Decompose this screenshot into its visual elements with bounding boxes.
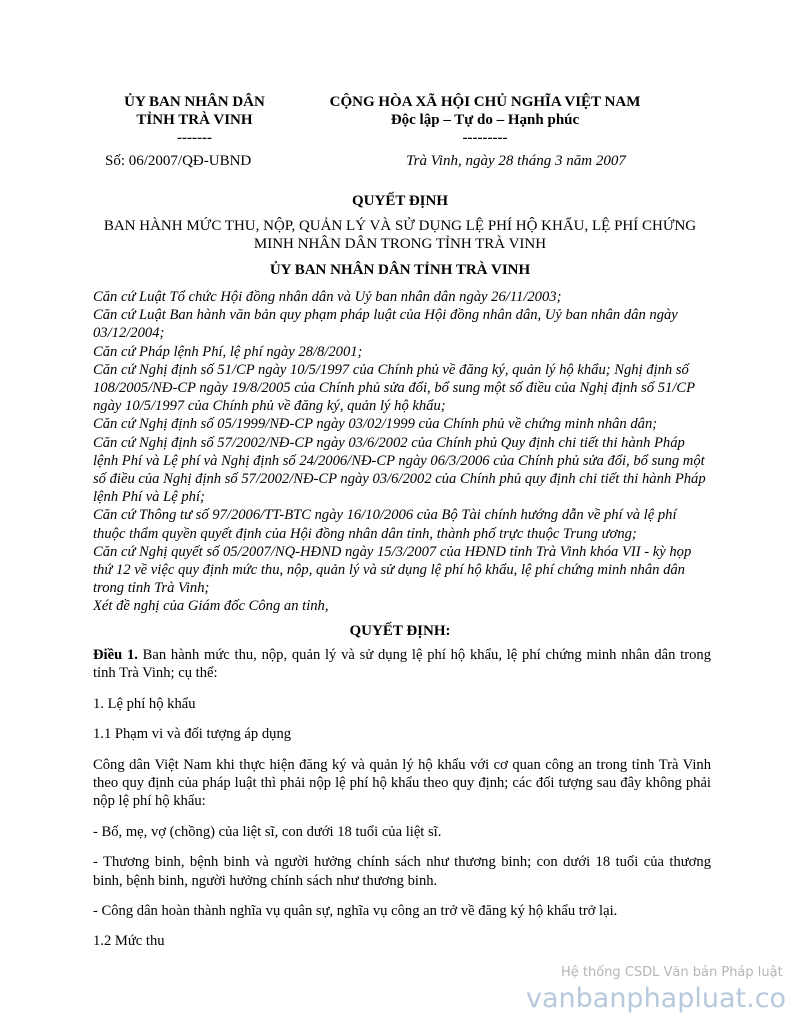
legal-basis-item: Căn cứ Luật Ban hành văn bản quy phạm pháp luật của Hội đồng nhân dân, Uỷ ban nhân dân ngày 03/12/2004; — [93, 307, 678, 342]
legal-basis-item: Căn cứ Luật Tổ chức Hội đồng nhân dân và Uỷ ban nhân dân ngày 26/11/2003; — [93, 289, 562, 305]
watermark-site: vanbanphapluat.co — [526, 983, 787, 1014]
issue-date: Trà Vinh, ngày 28 tháng 3 năm 2007 — [406, 153, 626, 169]
motto-divider: --------- — [462, 130, 508, 146]
document-body — [93, 646, 711, 951]
document-subtitle: BAN HÀNH MỨC THU, NỘP, QUẢN LÝ VÀ SỬ DỤNG LỆ PHÍ HỘ KHẨU, LỆ PHÍ CHỨNG MINH NHÂN DÂN TRONG TỈNH TRÀ VINH — [103, 218, 697, 252]
exemption-item: - Công dân hoàn thành nghĩa vụ quân sự, nghĩa vụ công an trở về đăng ký hộ khẩu trở lại. — [93, 903, 618, 920]
country-name: CỘNG HÒA XÃ HỘI CHỦ NGHĨA VIỆT NAM — [329, 94, 641, 110]
legal-basis-item: Căn cứ Nghị định số 51/CP ngày 10/5/1997 của Chính phủ về đăng ký, quản lý hộ khẩu; Nghị định số 108/2005/NĐ-CP ngày 19/8/2005 của Chính phủ sửa đổi, bổ sung một số điều của Nghị định số 51/CP ngày 10/5/1997 của Chính phủ về đăng ký, quản lý hộ khẩu; — [93, 361, 695, 415]
issuer-divider: ------- — [177, 130, 212, 146]
issuer-line1: ỦY BAN NHÂN DÂN — [124, 94, 265, 110]
section-heading: 1. Lệ phí hộ khẩu — [93, 695, 196, 712]
legal-basis-item: Căn cứ Nghị định số 05/1999/NĐ-CP ngày 03/02/1999 của Chính phủ về chứng minh nhân dân; — [93, 416, 658, 433]
legal-basis-item: Căn cứ Pháp lệnh Phí, lệ phí ngày 28/8/2001; — [93, 343, 363, 360]
legal-bases — [93, 288, 711, 616]
exemption-item: - Thương binh, bệnh binh và người hưởng chính sách như thương binh; con dưới 18 tuổi của thương binh, bệnh binh, người hưởng chính sách như thương binh. — [93, 854, 711, 889]
watermark-caption: Hệ thống CSDL Văn bản Pháp luật — [561, 965, 783, 980]
article-1-text: Ban hành mức thu, nộp, quản lý và sử dụng lệ phí hộ khẩu, lệ phí chứng minh nhân dân trong tỉnh Trà Vinh; cụ thể: — [93, 647, 711, 682]
motto: Độc lập – Tự do – Hạnh phúc — [390, 112, 580, 128]
legal-basis-item: Xét đề nghị của Giám đốc Công an tỉnh, — [93, 598, 329, 615]
article-1 — [93, 646, 711, 683]
issuer-line2: TỈNH TRÀ VINH — [136, 112, 253, 128]
document-title: QUYẾT ĐỊNH — [352, 193, 448, 209]
national-header — [300, 93, 670, 170]
subsection-heading: 1.1 Phạm vi và đối tượng áp dụng — [93, 726, 292, 743]
issuing-authority: ỦY BAN NHÂN DÂN TỈNH TRÀ VINH — [269, 262, 531, 278]
legal-basis-item: Căn cứ Nghị quyết số 05/2007/NQ-HĐND ngày 15/3/2007 của HĐND tỉnh Trà Vinh khóa VII - kỳ họp thứ 12 về việc quy định mức thu, nộp, quản lý và sử dụng lệ phí hộ khẩu, lệ phí chứng minh nhân dân trong tỉnh Trà Vinh; — [93, 543, 692, 597]
article-1-label: Điều 1. — [93, 647, 138, 663]
body-paragraph: Công dân Việt Nam khi thực hiện đăng ký và quản lý hộ khẩu với cơ quan công an trong tỉnh Trà Vinh theo quy định của pháp luật thì phải nộp lệ phí hộ khẩu theo quy định; các đối tượng sau đây không phải nộp lệ phí hộ khẩu: — [93, 756, 711, 810]
decision-heading: QUYẾT ĐỊNH: — [349, 623, 451, 639]
document-number: Số: 06/2007/QĐ-UBND — [105, 153, 252, 169]
issuer-block — [92, 93, 297, 170]
legal-basis-item: Căn cứ Thông tư số 97/2006/TT-BTC ngày 16/10/2006 của Bộ Tài chính hướng dẫn về phí và lệ phí thuộc thẩm quyền quyết định của Hội đồng nhân dân tỉnh, thành phố trực thuộc Trung ương; — [93, 507, 677, 542]
legal-basis-item: Căn cứ Nghị định số 57/2002/NĐ-CP ngày 03/6/2002 của Chính phủ Quy định chi tiết thi hành Pháp lệnh Phí và Lệ phí và Nghị định số 24/2006/NĐ-CP ngày 06/3/2006 của Chính phủ sửa đổi, bổ sung một số điều của Nghị định số 57/2002/NĐ-CP ngày 03/6/2002 của Chính phủ quy định chi tiết thi hành Pháp lệnh Phí và Lệ phí; — [93, 434, 706, 506]
exemption-item: - Bố, mẹ, vợ (chồng) của liệt sĩ, con dưới 18 tuổi của liệt sĩ. — [93, 823, 442, 840]
subsection-heading: 1.2 Mức thu — [93, 933, 165, 950]
